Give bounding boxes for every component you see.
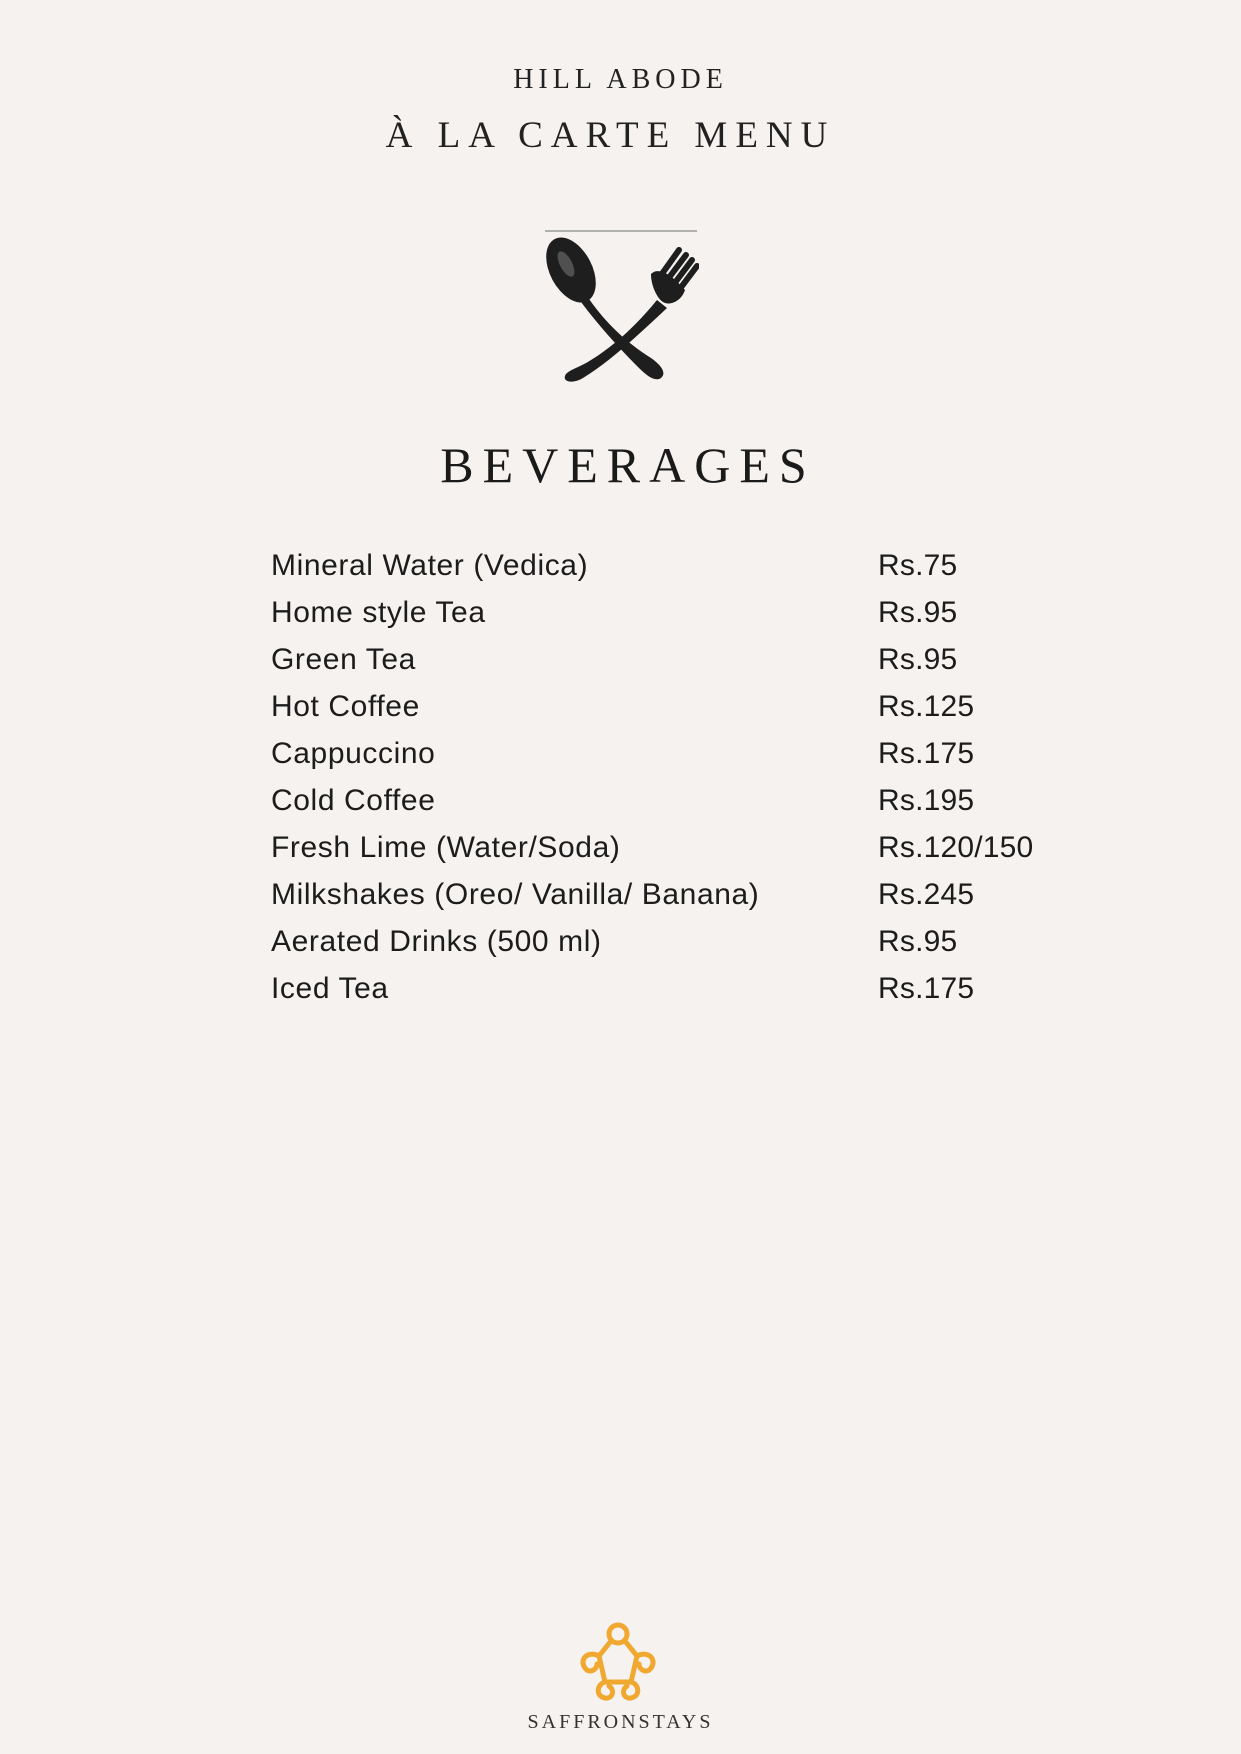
item-price: Rs.175 <box>878 737 975 770</box>
restaurant-name: HILL ABODE <box>513 64 728 95</box>
item-name: Mineral Water (Vedica) <box>271 549 589 582</box>
menu-item <box>271 968 1071 1015</box>
item-price: Rs.95 <box>878 596 958 629</box>
saffronstays-logo-icon <box>575 1620 661 1704</box>
menu-item <box>271 733 1071 780</box>
menu-item <box>271 827 1071 874</box>
item-price: Rs.125 <box>878 690 975 723</box>
menu-item <box>271 592 1071 639</box>
item-name: Cappuccino <box>271 737 436 770</box>
item-price: Rs.95 <box>878 925 958 958</box>
item-name: Cold Coffee <box>271 784 436 817</box>
item-name: Aerated Drinks (500 ml) <box>271 925 602 958</box>
menu-item <box>271 874 1071 921</box>
item-name: Home style Tea <box>271 596 486 629</box>
menu-item <box>271 780 1071 827</box>
item-price: Rs.120/150 <box>878 831 1034 864</box>
menu-item <box>271 686 1071 733</box>
footer-brand: SAFFRONSTAYS <box>527 1711 714 1733</box>
menu-title: À LA CARTE MENU <box>385 115 836 156</box>
item-price: Rs.175 <box>878 972 975 1005</box>
item-price: Rs.245 <box>878 878 975 911</box>
item-name: Milkshakes (Oreo/ Vanilla/ Banana) <box>271 878 760 911</box>
spoon-fork-icon <box>543 228 699 388</box>
menu-item <box>271 639 1071 686</box>
section-title: BEVERAGES <box>440 437 816 493</box>
item-price: Rs.95 <box>878 643 958 676</box>
item-name: Fresh Lime (Water/Soda) <box>271 831 621 864</box>
item-name: Green Tea <box>271 643 416 676</box>
menu-list <box>271 545 1071 1015</box>
menu-item <box>271 921 1071 968</box>
item-name: Hot Coffee <box>271 690 420 723</box>
item-name: Iced Tea <box>271 972 389 1005</box>
item-price: Rs.75 <box>878 549 958 582</box>
item-price: Rs.195 <box>878 784 975 817</box>
menu-item <box>271 545 1071 592</box>
